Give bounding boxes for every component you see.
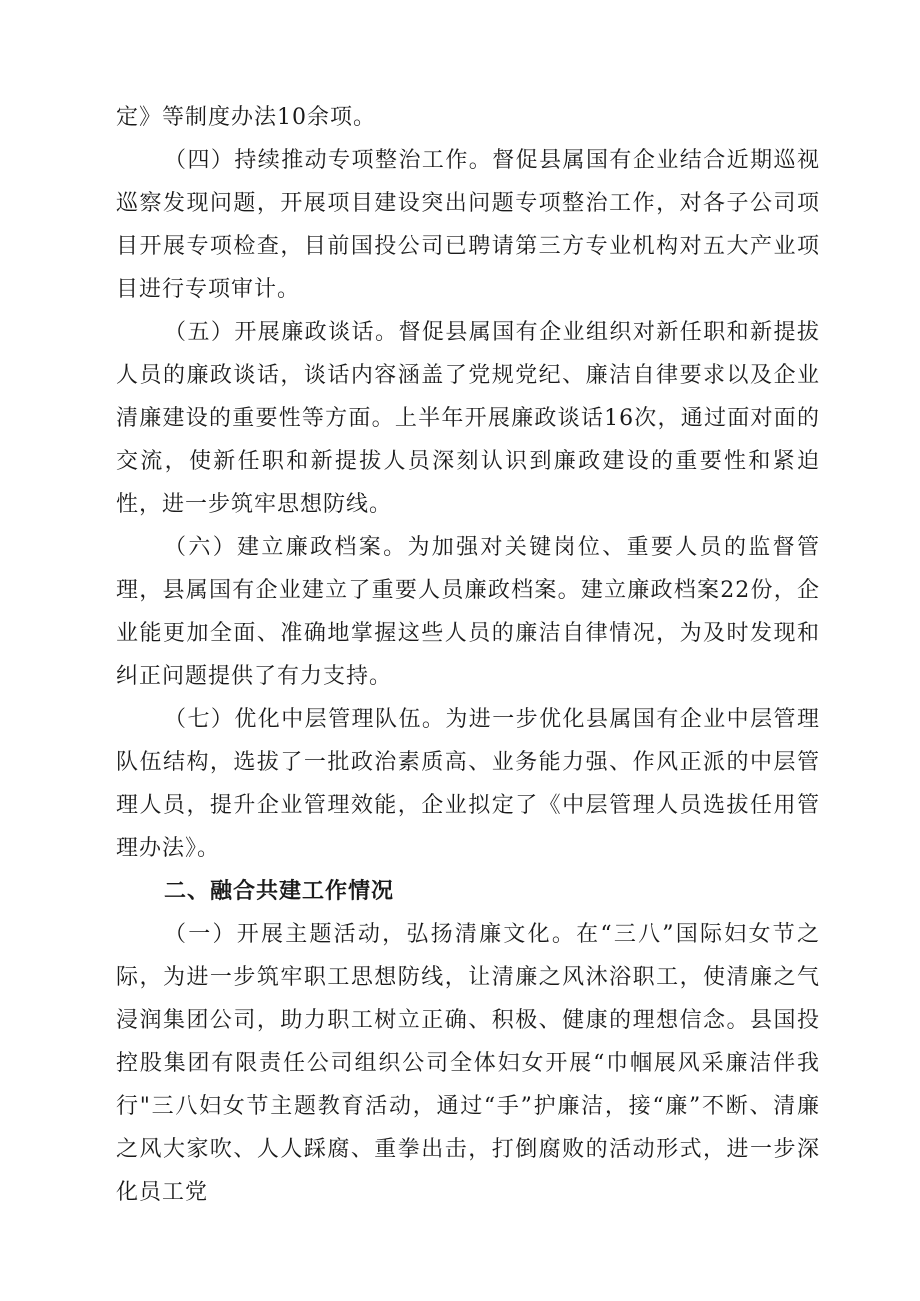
paragraph-continuation: 定》等制度办法10余项。 (116, 105, 376, 130)
paragraph-integrity-talks: （五）开展廉政谈话。督促县属国有企业组织对新任职和新提拔人员的廉政谈话，谈话内容涵盖了党规党纪、廉洁自律要求以及企业清廉建设的重要性等方面。上半年开展廉政谈话16次，通过面对面的交流，使新任职和新提拔人员深刻认识到廉政建设的重要性和紧迫性，进一步筑牢思想防线。 (116, 320, 820, 517)
section-heading: 二、融合共建工作情况 (164, 879, 395, 904)
paragraph-middle-management: （七）优化中层管理队伍。为进一步优化县属国有企业中层管理队伍结构，选拔了一批政治素质高、业务能力强、作风正派的中层管理人员，提升企业管理效能，企业拟定了《中层管理人员选拔任用管理办法》。 (116, 707, 820, 861)
document-body (116, 96, 820, 1214)
paragraph-integrity-files: （六）建立廉政档案。为加强对关键岗位、重要人员的监督管理，县属国有企业建立了重要人员廉政档案。建立廉政档案22份，企业能更加全面、准确地掌握这些人员的廉洁自律情况，为及时发现和纠正问题提供了有力支持。 (116, 535, 820, 689)
paragraph-special-rectification: （四）持续推动专项整治工作。督促县属国有企业结合近期巡视巡察发现问题，开展项目建设突出问题专项整治工作，对各子公司项目开展专项检查，目前国投公司已聘请第三方专业机构对五大产业项目进行专项审计。 (116, 148, 820, 302)
paragraph-theme-activities: （一）开展主题活动，弘扬清廉文化。在“三八”国际妇女节之际，为进一步筑牢职工思想防线，让清廉之风沐浴职工，使清廉之气浸润集团公司，助力职工树立正确、积极、健康的理想信念。县国投控股集团有限责任公司组织公司全体妇女开展“巾帼展风采廉洁伴我行"三八妇女节主题教育活动，通过“手”护廉洁，接“廉”不断、清廉之风大家吹、人人踩腐、重拳出击，打倒腐败的活动形式，进一步深化员工党 (116, 922, 820, 1205)
